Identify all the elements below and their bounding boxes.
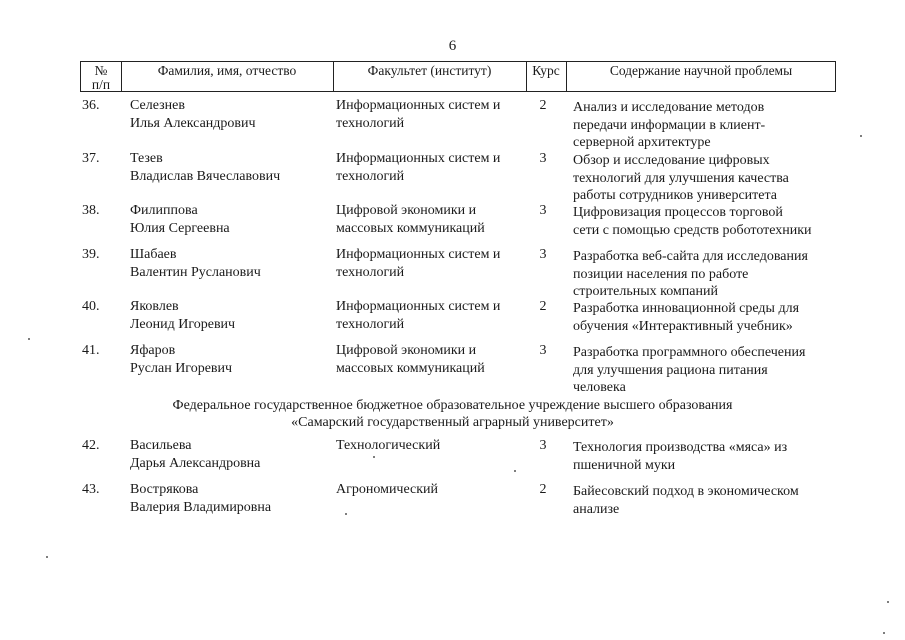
- row-number: 38.: [82, 203, 100, 218]
- course-year: 2: [539, 98, 547, 113]
- student-given-names: Валерия Владимировна: [130, 499, 272, 515]
- row-number: 39.: [82, 247, 100, 262]
- student-surname: Вострякова: [130, 482, 199, 497]
- faculty-line: технологий: [336, 316, 405, 332]
- faculty-line: Цифровой экономики и: [336, 203, 477, 218]
- faculty-line: технологий: [336, 115, 405, 131]
- student-name: [130, 437, 330, 472]
- student-given-names: Руслан Игоревич: [130, 360, 233, 376]
- problem-line: серверной архитектуре: [573, 135, 711, 150]
- student-name: [130, 246, 330, 281]
- header-name: Фамилия, имя, отчество: [157, 63, 297, 78]
- student-surname: Васильева: [130, 438, 192, 453]
- research-problem: [573, 99, 838, 152]
- scan-speck: [28, 338, 30, 340]
- problem-line: Анализ и исследование методов: [573, 100, 765, 115]
- problem-line: передачи информации в клиент-: [573, 117, 766, 133]
- student-given-names: Леонид Игоревич: [130, 316, 236, 332]
- problem-line: Разработка веб-сайта для исследования: [573, 249, 808, 264]
- table-header: [80, 61, 836, 92]
- faculty-line: Информационных систем и: [336, 151, 501, 166]
- faculty: [336, 246, 531, 281]
- course-year: 3: [539, 151, 547, 166]
- faculty: [336, 97, 531, 132]
- student-given-names: Валентин Русланович: [130, 264, 261, 280]
- research-problem: [573, 483, 838, 518]
- scan-speck: [373, 456, 375, 458]
- student-given-names: Дарья Александровна: [130, 455, 261, 471]
- row-number: 43.: [82, 482, 100, 497]
- student-given-names: Владислав Вячеславович: [130, 168, 281, 184]
- course-year: 3: [539, 203, 547, 218]
- faculty-line: технологий: [336, 168, 405, 184]
- faculty: [336, 481, 531, 499]
- header-num-line1: №: [94, 63, 108, 78]
- student-name: [130, 150, 330, 185]
- header-num-line2: п/п: [91, 77, 111, 92]
- problem-line: Обзор и исследование цифровых: [573, 153, 770, 168]
- scan-speck: [345, 513, 347, 515]
- faculty-line: массовых коммуникаций: [336, 360, 485, 376]
- page-number: 6: [448, 38, 457, 54]
- student-name: [130, 97, 330, 132]
- student-name: [130, 342, 330, 377]
- course-year: 3: [539, 247, 547, 262]
- row-number: 36.: [82, 98, 100, 113]
- student-given-names: Юлия Сергеевна: [130, 220, 230, 236]
- problem-line: Разработка программного обеспечения: [573, 345, 806, 360]
- research-problem: [573, 300, 838, 335]
- student-name: [130, 298, 330, 333]
- student-name: [130, 202, 330, 237]
- scan-speck: [860, 135, 862, 137]
- problem-line: строительных компаний: [573, 284, 718, 299]
- row-number: 37.: [82, 151, 100, 166]
- course-year: 2: [539, 299, 547, 314]
- research-problem: [573, 248, 838, 301]
- scan-speck: [887, 601, 889, 603]
- problem-line: Байесовский подход в экономическом: [573, 484, 799, 499]
- student-surname: Яковлев: [130, 299, 179, 314]
- student-given-names: Илья Александрович: [130, 115, 256, 131]
- problem-line: Разработка инновационной среды для: [573, 301, 800, 316]
- scan-speck: [46, 556, 48, 558]
- scan-speck: [514, 470, 516, 472]
- faculty-line: Информационных систем и: [336, 299, 501, 314]
- course-year: 3: [539, 438, 547, 453]
- problem-line: пшеничной муки: [573, 457, 676, 473]
- faculty-line: Информационных систем и: [336, 247, 501, 262]
- problem-line: Цифровизация процессов торговой: [573, 205, 783, 220]
- header-kurs: Курс: [532, 63, 560, 78]
- faculty: [336, 202, 531, 237]
- student-surname: Селезнев: [130, 98, 185, 113]
- student-surname: Шабаев: [130, 247, 177, 262]
- problem-line: технологий для улучшения качества: [573, 170, 789, 186]
- problem-line: человека: [573, 380, 626, 395]
- research-problem: [573, 152, 838, 205]
- row-number: 42.: [82, 438, 100, 453]
- problem-line: обучения «Интерактивный учебник»: [573, 318, 793, 334]
- problem-line: позиции населения по работе: [573, 266, 749, 282]
- student-surname: Тезев: [130, 151, 163, 166]
- problem-line: Технология производства «мяса» из: [573, 440, 788, 455]
- organization-heading: [0, 397, 905, 431]
- faculty-line: массовых коммуникаций: [336, 220, 485, 236]
- student-name: [130, 481, 330, 516]
- organization-line1: Федеральное государственное бюджетное образовательное учреждение высшего образования: [172, 398, 733, 413]
- student-surname: Яфаров: [130, 343, 176, 358]
- student-surname: Филиппова: [130, 203, 198, 218]
- problem-line: для улучшения рациона питания: [573, 362, 768, 378]
- research-problem: [573, 439, 838, 474]
- faculty-line: технологий: [336, 264, 405, 280]
- organization-line2: «Самарский государственный аграрный университет»: [291, 415, 614, 430]
- problem-line: сети с помощью средств робототехники: [573, 222, 812, 238]
- faculty-line: Информационных систем и: [336, 98, 501, 113]
- faculty-line: Технологический: [336, 438, 441, 453]
- scan-speck: [883, 632, 885, 634]
- faculty: [336, 437, 531, 455]
- faculty: [336, 150, 531, 185]
- faculty: [336, 298, 531, 333]
- row-number: 41.: [82, 343, 100, 358]
- header-faculty: Факультет (институт): [367, 63, 492, 78]
- problem-line: анализе: [573, 501, 620, 517]
- course-year: 2: [539, 482, 547, 497]
- row-number: 40.: [82, 299, 100, 314]
- header-num: [81, 62, 121, 91]
- course-year: 3: [539, 343, 547, 358]
- header-problem: Содержание научной проблемы: [609, 63, 793, 78]
- faculty: [336, 342, 531, 377]
- problem-line: работы сотрудников университета: [573, 188, 778, 203]
- research-problem: [573, 344, 838, 397]
- research-problem: [573, 204, 838, 239]
- faculty-line: Цифровой экономики и: [336, 343, 477, 358]
- faculty-line: Агрономический: [336, 482, 439, 497]
